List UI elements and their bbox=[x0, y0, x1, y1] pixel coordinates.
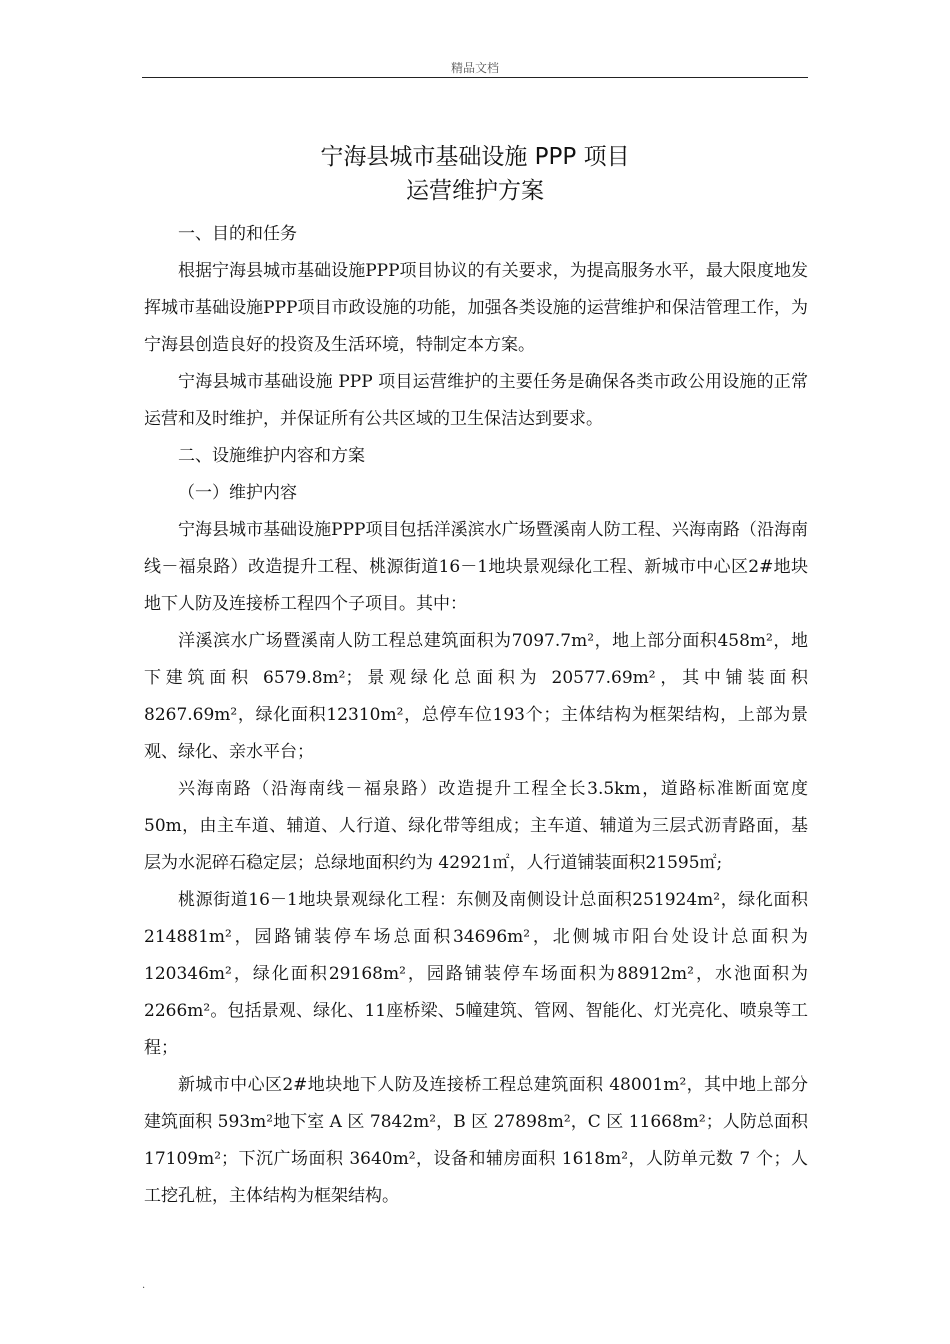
paragraph-tasks: 宁海县城市基础设施 PPP 项目运营维护的主要任务是确保各类市政公用设施的正常运营和及时维护，并保证所有公共区域的卫生保洁达到要求。 bbox=[144, 372, 808, 429]
page-header: 精品文档 bbox=[450, 61, 499, 75]
document-body bbox=[144, 216, 808, 1215]
section-heading-1: 一、目的和任务 bbox=[178, 224, 297, 244]
section-heading-2: 二、设施维护内容和方案 bbox=[178, 446, 365, 466]
title-line-1: 宁海县城市基础设施 PPP 项目 bbox=[320, 144, 630, 170]
paragraph-yangxi-plaza: 洋溪滨水广场暨溪南人防工程总建筑面积为7097.7m²，地上部分面积458m²，地下建筑面积 6579.8m²；景观绿化总面积为 20577.69m²，其中铺装面积8267.69m²，绿化面积12310m²，总停车位193个；主体结构为框架结构，上部为景观、绿化、亲水平台； bbox=[144, 631, 808, 762]
subsection-heading-1: （一）维护内容 bbox=[178, 483, 297, 503]
footer-mark: . bbox=[142, 1280, 146, 1291]
header-rule bbox=[142, 77, 808, 78]
title-line-2: 运营维护方案 bbox=[406, 178, 544, 204]
paragraph-new-city-center: 新城市中心区2#地块地下人防及连接桥工程总建筑面积 48001m²，其中地上部分建筑面积 593m²地下室 A 区 7842m²，B 区 27898m²，C 区 11668m²；人防总面积 17109m²；下沉广场面积 3640m²，设备和辅房面积 1618m²，人防单元数 7 个；人工挖孔桩，主体结构为框架结构。 bbox=[144, 1075, 808, 1206]
document-title bbox=[142, 140, 808, 208]
paragraph-xinghai-road: 兴海南路（沿海南线－福泉路）改造提升工程全长3.5km，道路标准断面宽度50m，由主车道、辅道、人行道、绿化带等组成；主车道、辅道为三层式沥青路面，基层为水泥碎石稳定层；总绿地面积约为 42921㎡，人行道铺装面积21595㎡; bbox=[144, 779, 808, 873]
paragraph-project-scope: 宁海县城市基础设施PPP项目包括洋溪滨水广场暨溪南人防工程、兴海南路（沿海南线－福泉路）改造提升工程、桃源街道16－1地块景观绿化工程、新城市中心区2#地块地下人防及连接桥工程四个子项目。其中： bbox=[144, 520, 808, 614]
paragraph-purpose: 根据宁海县城市基础设施PPP项目协议的有关要求，为提高服务水平，最大限度地发挥城市基础设施PPP项目市政设施的功能，加强各类设施的运营维护和保洁管理工作，为宁海县创造良好的投资及生活环境，特制定本方案。 bbox=[144, 261, 808, 355]
paragraph-taoyuan-landscape: 桃源街道16－1地块景观绿化工程：东侧及南侧设计总面积251924m²，绿化面积214881m²，园路铺装停车场总面积34696m²，北侧城市阳台处设计总面积为120346m²，绿化面积29168m²，园路铺装停车场面积为88912m²，水池面积为2266m²。包括景观、绿化、11座桥梁、5幢建筑、管网、智能化、灯光亮化、喷泉等工程； bbox=[144, 890, 808, 1058]
